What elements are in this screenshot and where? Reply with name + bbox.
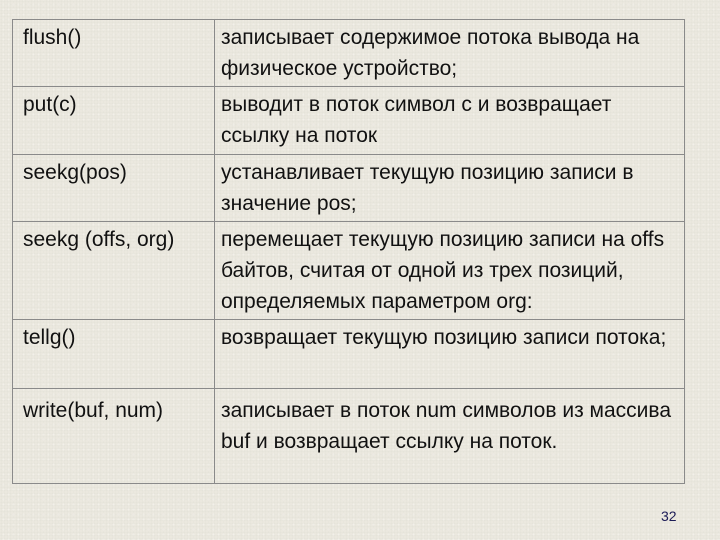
page-number: 32 [661,508,677,524]
method-name: tellg() [13,320,215,389]
method-description: перемещает текущую позицию записи на offs байтов, считая от одной из трех позиций, определяемых параметром org: [215,222,685,320]
method-name: seekg(pos) [13,155,215,222]
table-row [13,87,685,155]
method-description: записывает в поток num символов из массива buf и возвращает ссылку на поток. [215,389,685,484]
table-row [13,320,685,389]
method-name: put(c) [13,87,215,155]
table-row [13,389,685,484]
method-name: write(buf, num) [13,389,215,484]
method-name: flush() [13,20,215,87]
method-name: seekg (offs, org) [13,222,215,320]
table-row [13,155,685,222]
method-description: устанавливает текущую позицию записи в значение pos; [215,155,685,222]
table-row [13,222,685,320]
method-description: записывает содержимое потока вывода на физическое устройство; [215,20,685,87]
table-row [13,20,685,87]
method-description: возвращает текущую позицию записи потока; [215,320,685,389]
method-description: выводит в поток символ с и возвращает ссылку на поток [215,87,685,155]
methods-table [12,19,685,484]
